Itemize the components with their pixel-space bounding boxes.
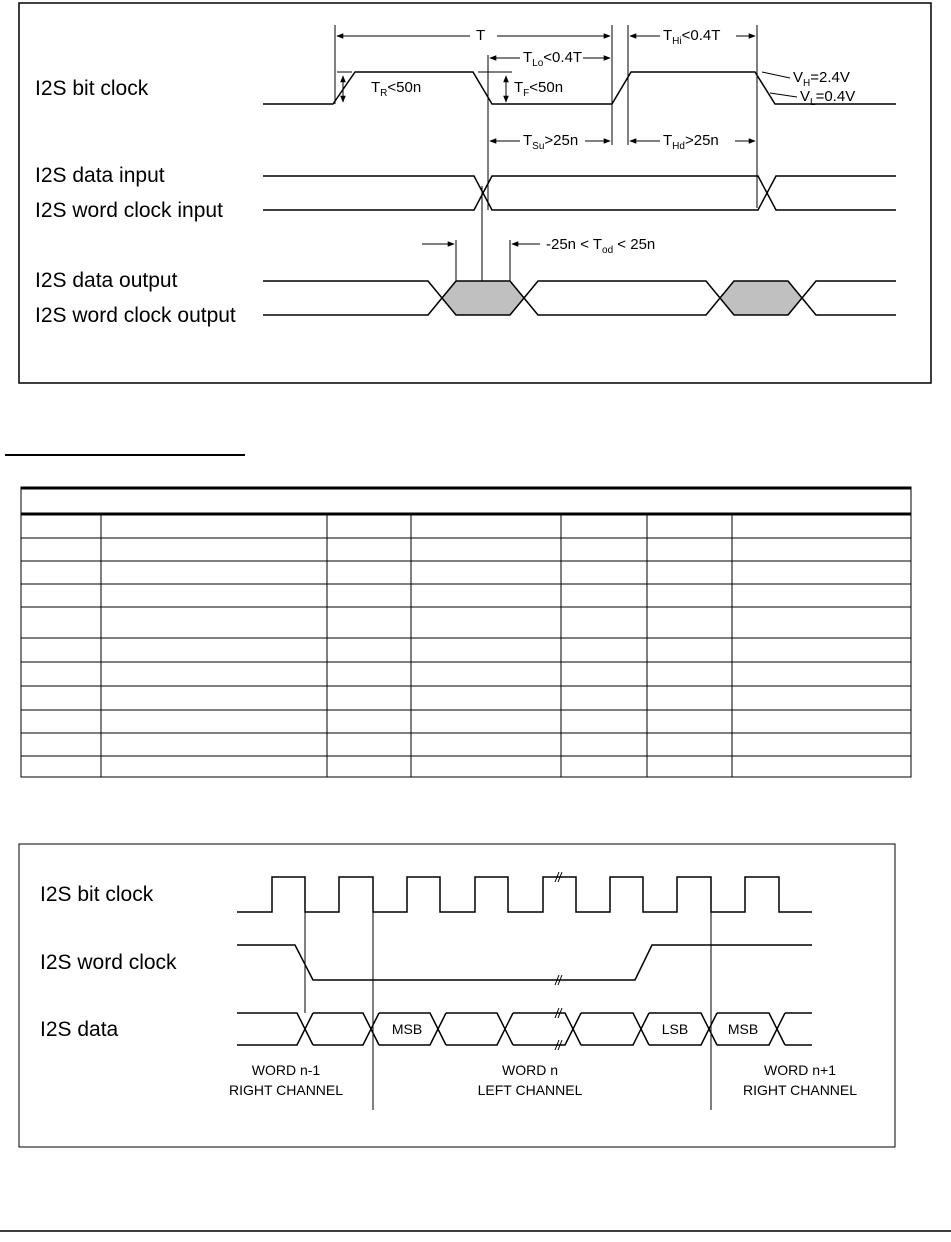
vh-pointer (762, 72, 790, 78)
tr-label: $T_R<50n$ (371, 79, 422, 99)
frame-data-bus (446, 1013, 513, 1045)
frame-word-clock-waveform (237, 945, 812, 980)
output-transition-region (720, 281, 802, 315)
label-word-clock-input: I2S word clock input (35, 199, 223, 222)
table-grid (21, 514, 911, 777)
output-line-after (802, 281, 896, 315)
word-prev-label: WORD n-1 (251, 1062, 321, 1078)
msb-cell-label: MSB (391, 1021, 423, 1037)
frame-label-bit-clock: I2S bit clock (40, 883, 154, 906)
msb-cell-label: MSB (727, 1021, 759, 1037)
timing-table (21, 487, 911, 777)
thd-label: $T_{Hd}>25n$ (663, 132, 719, 152)
frame-bit-clock-waveform (237, 877, 812, 912)
tlo-label: $T_{Lo}<0.4T$ (523, 49, 583, 69)
word-prev-channel: RIGHT CHANNEL (228, 1082, 344, 1098)
tsu-label: $T_{Su}>25n$ (523, 132, 579, 152)
lsb-cell-label: LSB (661, 1021, 689, 1037)
tod-label: $-25n < T_{od} < 25n$ (546, 236, 656, 256)
output-line-middle (524, 281, 720, 315)
tf-label: $T_F<50n$ (514, 79, 564, 99)
frame-label-data: I2S data (40, 1018, 119, 1041)
vh-label: $V_H=2.4V$ (793, 69, 850, 89)
vl-label: $V_L=0.4V$ (800, 88, 856, 108)
word-clock-input-line (263, 176, 896, 210)
i2s-frame-diagram (19, 844, 895, 1147)
label-bit-clock: I2S bit clock (35, 77, 149, 100)
frame-data-bus (237, 1013, 313, 1045)
frame-data-bus (513, 1013, 581, 1045)
word-current-label: WORD n (502, 1062, 558, 1078)
word-current-channel: LEFT CHANNEL (477, 1082, 583, 1098)
frame-data-bus (581, 1013, 649, 1045)
word-next-channel: RIGHT CHANNEL (742, 1082, 858, 1098)
output-transition-region (442, 281, 524, 315)
label-data-input: I2S data input (35, 164, 165, 187)
frame-data-bus (785, 1013, 812, 1045)
data-input-line (263, 176, 896, 210)
thi-label: $T_{Hi}<0.4T$ (663, 27, 721, 47)
frame-label-word-clock: I2S word clock (40, 951, 177, 974)
label-data-output: I2S data output (35, 269, 178, 292)
frame-data-bus (313, 1013, 379, 1045)
output-line-before (263, 281, 442, 315)
period-label: T (476, 27, 486, 44)
i2s-timing-diagram (19, 3, 931, 383)
vl-pointer (770, 93, 797, 97)
word-next-label: WORD n+1 (764, 1062, 836, 1078)
label-word-clock-output: I2S word clock output (35, 304, 236, 327)
